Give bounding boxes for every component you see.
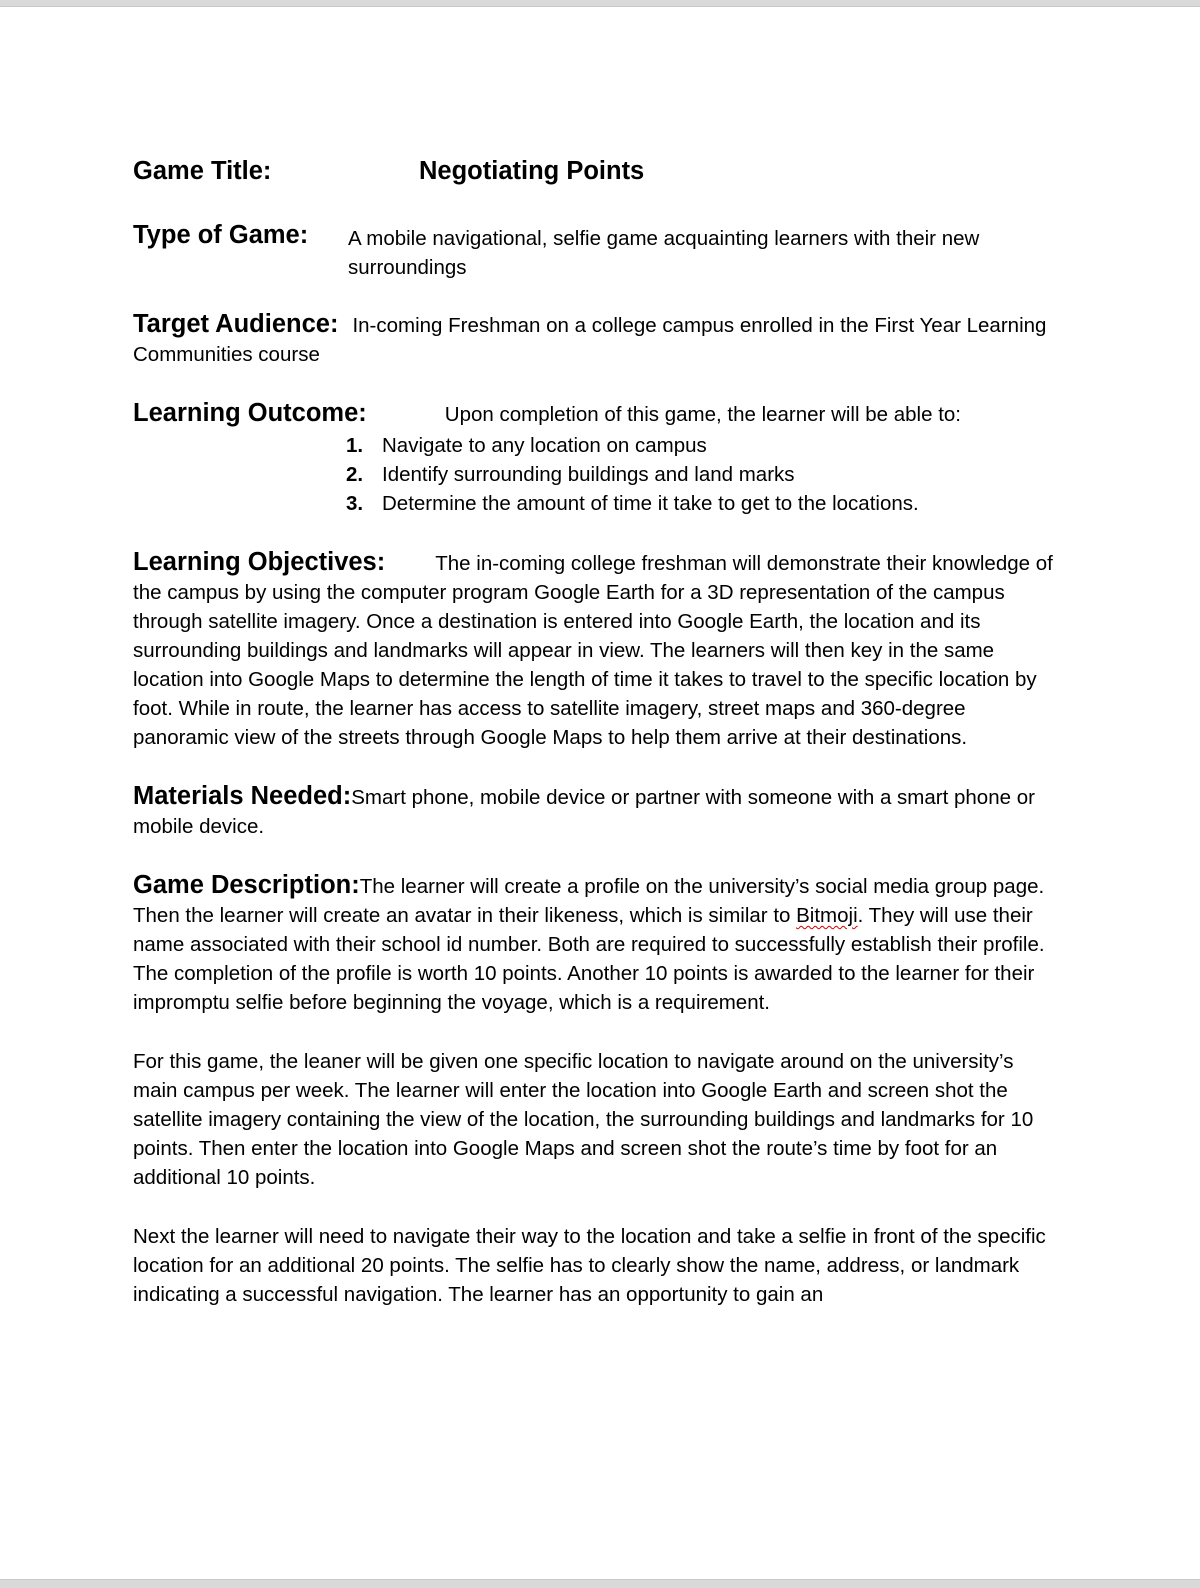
game-description-paragraph (133, 871, 1063, 1017)
type-of-game-label: Type of Game: (133, 221, 309, 249)
paragraph-three: Next the learner will need to navigate their way to the location and take a selfie in front of the specific location for an additional 20 points. The selfie has to clearly show the name, address, or landmark indicating a successful navigation. The learner has an opportunity to gain an (133, 1225, 1046, 1306)
learning-objectives-paragraph (133, 548, 1063, 752)
game-title-row (133, 157, 1063, 193)
game-title-value: Negotiating Points (419, 157, 645, 185)
materials-needed-paragraph (133, 782, 1063, 841)
materials-needed-label: Materials Needed: (133, 782, 352, 810)
list-item-text: Identify surrounding buildings and land marks (382, 463, 795, 486)
learning-objectives-value: The in-coming college freshman will demonstrate their knowledge of the campus by using the computer program Google Earth for a 3D representation of the campus through satellite imagery. Once a destination is entered into Google Earth, the location and its surrounding buildings and landmarks will appear in view. The learners will then key in the same location into Google Maps to determine the length of time it takes to travel to the specific location by foot. While in route, the learner has access to satellite imagery, street maps and 360-degree panoramic view of the streets through Google Maps to help them arrive at their destinations. (133, 552, 1053, 749)
list-item (346, 489, 1063, 518)
list-number: 1. (346, 434, 364, 457)
learning-outcome-list (133, 431, 1063, 518)
target-audience-value: In-coming Freshman on a college campus enrolled in the First Year Learning Communities course (133, 314, 1047, 366)
list-number: 3. (346, 492, 364, 515)
learning-outcome-label: Learning Outcome: (133, 399, 367, 427)
target-audience-paragraph (133, 310, 1063, 369)
list-item-text: Navigate to any location on campus (382, 434, 707, 457)
document-page (0, 6, 1200, 1580)
materials-needed-value: Smart phone, mobile device or partner with someone with a smart phone or mobile device. (133, 786, 1035, 838)
learning-objectives-label: Learning Objectives: (133, 548, 386, 576)
type-of-game-row (133, 221, 1063, 282)
game-title-label: Game Title: (133, 157, 272, 185)
learning-outcome-section (133, 399, 1063, 518)
spellcheck-flagged-word[interactable]: Bitmoji (796, 904, 858, 927)
game-description-text-after: . They will use their name associated with their school id number. Both are required to successfully establish their profile. The completion of the profile is worth 10 points. Another 10 points is awarded to the learner for their impromptu selfie before beginning the voyage, which is a requirement. (133, 904, 1045, 1014)
target-audience-label: Target Audience: (133, 310, 339, 338)
list-item (346, 431, 1063, 460)
game-description-text-before: The learner will create a profile on the university’s social media group page. Then the learner will create an avatar in their likeness, which is similar to (133, 875, 1045, 927)
learning-outcome-intro: Upon completion of this game, the learner will be able to: (444, 403, 961, 426)
list-number: 2. (346, 463, 364, 486)
document-body (133, 157, 1063, 1339)
paragraph-two: For this game, the leaner will be given one specific location to navigate around on the university’s main campus per week. The learner will enter the location into Google Earth and screen shot the satellite imagery containing the view of the location, the surrounding buildings and landmarks for 10 points. Then enter the location into Google Maps and screen shot the route’s time by foot for an additional 10 points. (133, 1050, 1034, 1189)
game-description-label: Game Description: (133, 871, 360, 899)
list-item-text: Determine the amount of time it take to get to the locations. (382, 492, 919, 515)
type-of-game-value: A mobile navigational, selfie game acquainting learners with their new surroundings (348, 227, 980, 279)
list-item (346, 460, 1063, 489)
